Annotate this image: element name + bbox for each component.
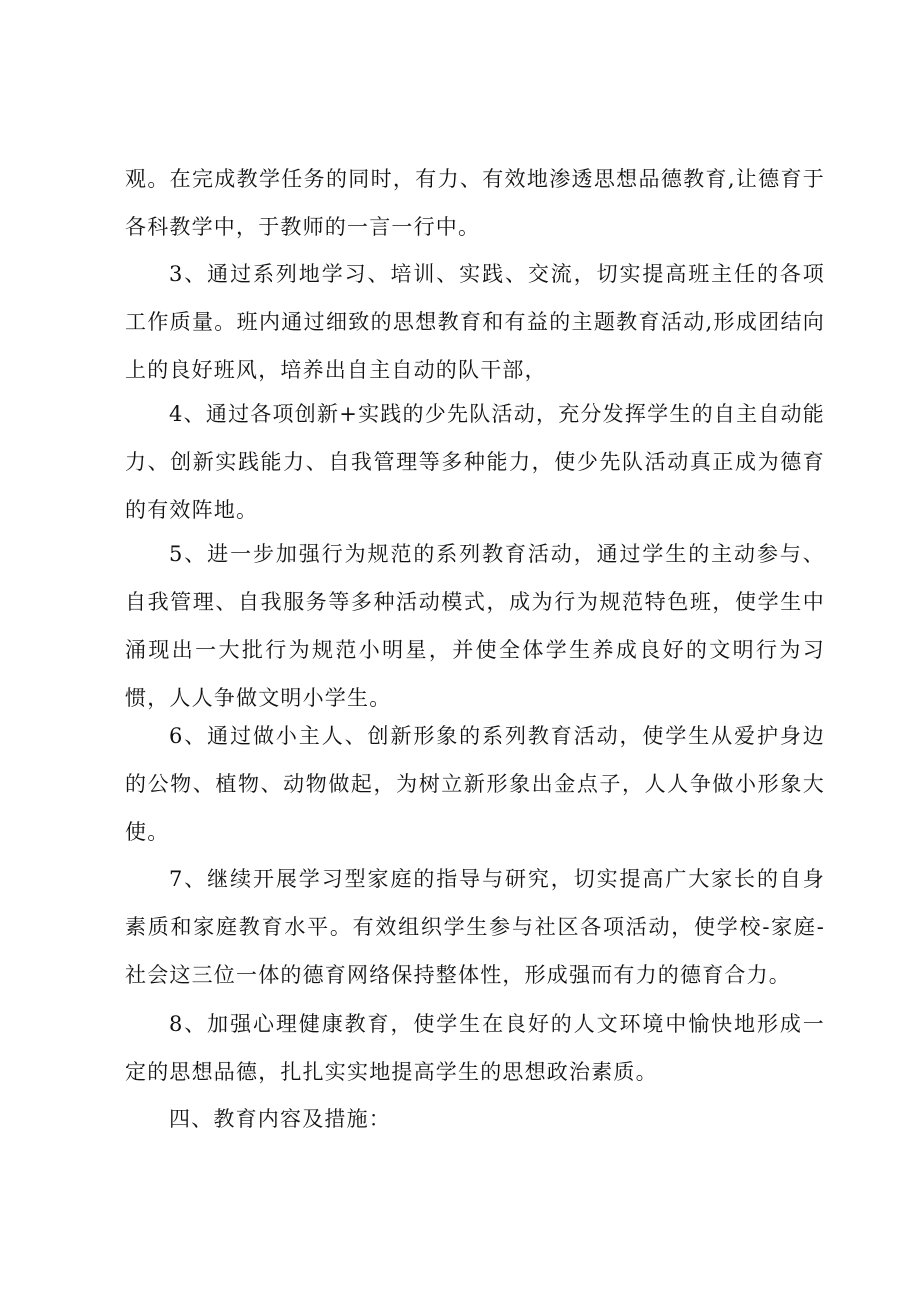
- paragraph-item-3: 3、通过系列地学习、培训、实践、交流，切实提高班主任的各项工作质量。班内通过细致的思想教育和有益的主题教育活动,形成团结向上的良好班风，培养出自主自动的队干部，: [125, 262, 825, 382]
- paragraph-item-5: 5、进一步加强行为规范的系列教育活动，通过学生的主动参与、自我管理、自我服务等多种活动模式，成为行为规范特色班，使学生中涌现出一大批行为规范小明星，并使全体学生养成良好的文明行为习惯，人人争做文明小学生。: [125, 542, 825, 710]
- paragraph-item-8: 8、加强心理健康教育，使学生在良好的人文环境中愉快地形成一定的思想品德，扎扎实实地提高学生的思想政治素质。: [125, 1012, 825, 1084]
- paragraph-item-4: 4、通过各项创新+实践的少先队活动，充分发挥学生的自主自动能力、创新实践能力、自我管理等多种能力，使少先队活动真正成为德育的有效阵地。: [125, 402, 825, 522]
- paragraph-item-6: 6、通过做小主人、创新形象的系列教育活动，使学生从爱护身边的公物、植物、动物做起，为树立新形象出金点子，人人争做小形象大使。: [125, 724, 825, 844]
- paragraph-continuation: 观。在完成教学任务的同时，有力、有效地渗透思想品德教育,让德育于各科教学中，于教师的一言一行中。: [125, 167, 825, 239]
- section-heading: 四、教育内容及措施：: [169, 1107, 391, 1131]
- paragraph-item-7: 7、继续开展学习型家庭的指导与研究，切实提高广大家长的自身素质和家庭教育水平。有效组织学生参与社区各项活动，使学校-家庭-社会这三位一体的德育网络保持整体性，形成强而有力的德育合力。: [125, 867, 825, 987]
